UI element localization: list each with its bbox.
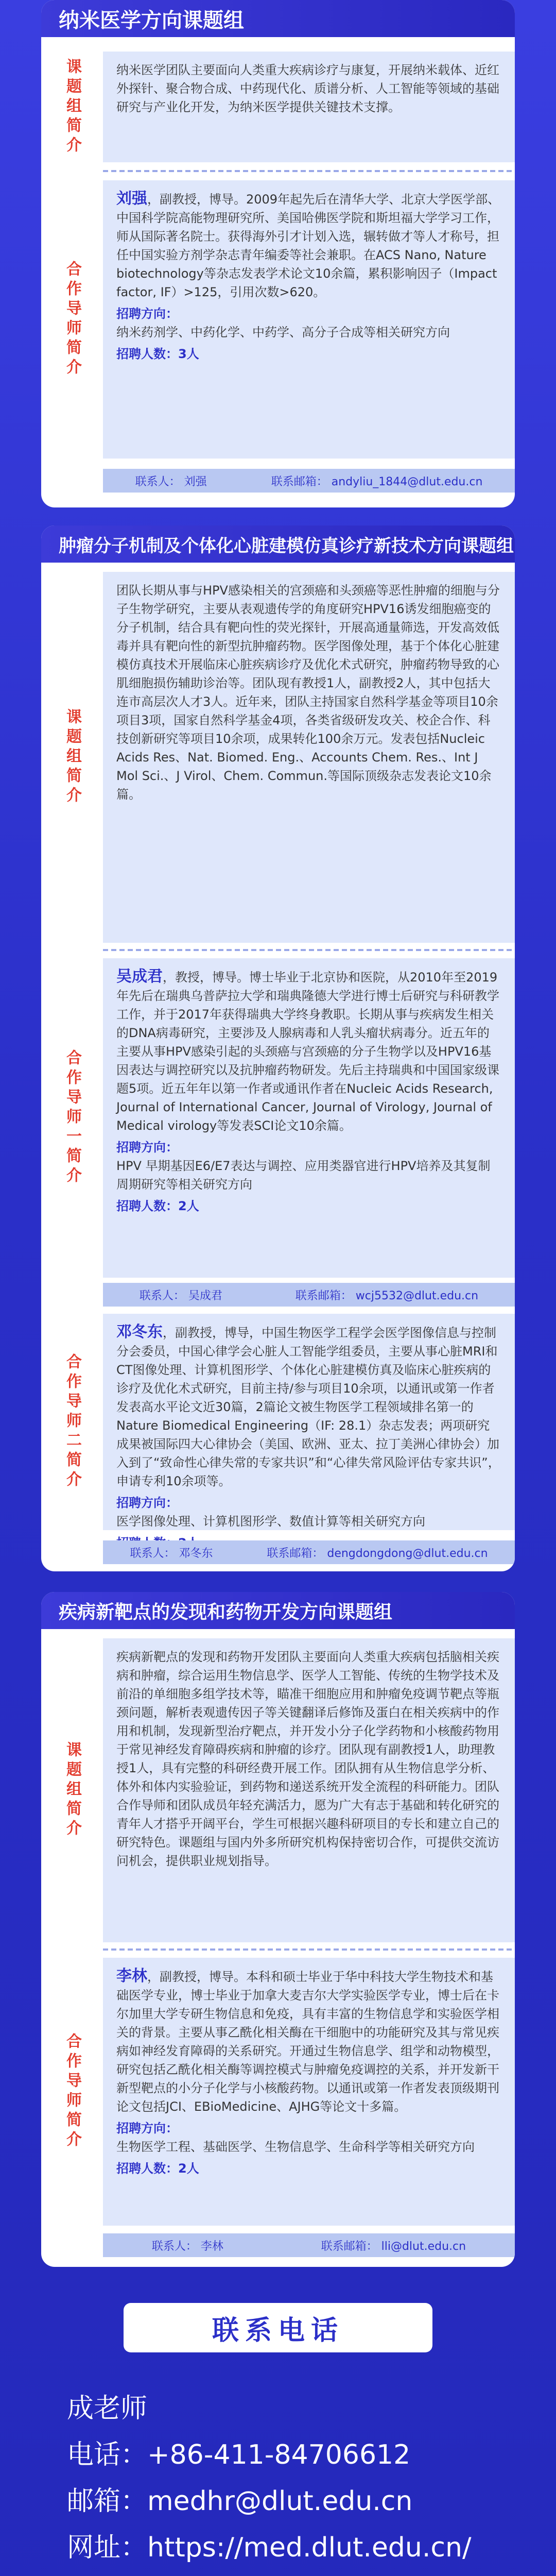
mentor2-recruit: 医学图像处理、计算机图形学、数值计算等相关研究方向 — [116, 1514, 425, 1529]
group-intro: 纳米医学团队主要面向人类重大疾病诊疗与康复，开展纳米载体、近红外探针、聚合物合成、中药现代化、质谱分析、人工智能等领域的基础研究与产业化开发，为纳米医学提供关键技术支撑。 — [103, 52, 515, 162]
recruit-count: 招聘人数：3人 — [116, 347, 199, 361]
mentor2-contact-person: 联系人： 邓冬东 — [130, 1547, 213, 1560]
contact-block — [67, 2385, 471, 2571]
mentor2-name: 邓冬东 — [116, 1323, 163, 1341]
recruit-label: 招聘方向： — [116, 2121, 178, 2136]
card-nano-medicine — [41, 0, 515, 507]
group-intro-row — [41, 572, 515, 943]
intro-label: 课题组简介 — [63, 1741, 81, 1839]
contact-name: 成老师 — [67, 2393, 148, 2424]
mentor-bio: ，副教授，博导。2009年起先后在清华大学、北京大学医学部、中国科学院高能物理研究所、美国哈佛医学院和斯坦福大学学习工作，师从国际著名院士。获得海外引才计划入选，辗转做才等人才称号，担任中国实验方剂学杂志青年编委等社会兼职。在ACS Nano, Nature biotechnology等杂志发表学术论文10余篇，累积影响因子（Impact factor, IF）>125，引用次数>620。 — [116, 192, 500, 299]
contact-email[interactable]: 联系邮箱： andyliu_1844@dlut.edu.cn — [271, 475, 483, 488]
contact-email[interactable]: 联系邮箱： lli@dlut.edu.cn — [321, 2240, 466, 2253]
group-intro-row — [41, 52, 515, 162]
mentor-row — [41, 1958, 515, 2226]
mentor-label: 合作导师简介 — [63, 261, 81, 378]
contact-email[interactable]: 邮箱：medhr@dlut.edu.cn — [67, 2486, 413, 2517]
contact-person: 联系人： 李林 — [151, 2240, 223, 2253]
divider — [103, 949, 515, 951]
mentor2-label: 合作导师二简介 — [63, 1353, 81, 1490]
intro-label: 课题组简介 — [63, 58, 81, 156]
mentor-name: 李林 — [116, 1967, 147, 1985]
mentor1-name: 吴成君 — [116, 968, 163, 986]
mentor2-contact-email[interactable]: 联系邮箱： dengdongdong@dlut.edu.cn — [267, 1547, 488, 1560]
group-intro: 团队长期从事与HPV感染相关的宫颈癌和头颈癌等恶性肿瘤的细胞与分子生物学研究，主要从表观遗传学的角度研究HPV16诱发细胞癌变的分子机制，结合具有靶向性的荧光探针，开展高通量筛选，开发高效低毒并具有靶向性的新型抗肿瘤药物。医学图像处理，基于个体化心脏建模仿真技术开展临床心脏疾病诊疗及优化术式研究，肿瘤药物导致的心肌细胞损伤辅助诊治等。团队现有教授1人，副教授2人，其中包括大连市高层次人才3人。近年来，团队主持国家自然科学基金等项目10余项目3项，国家自然科学基金4项，各类省级研发攻关、校企合作、科技创新研究等项目10余项，成果转化100余万元。发表包括Nucleic Acids Res、Nat. Biomed. Eng.、Accounts Chem. Res.、Int J Mol Sci.、J Virol、Chem. Commun.等国际顶级杂志发表论文10余篇。 — [103, 572, 515, 943]
recruit-direction: 生物医学工程、基础医学、生物信息学、生命科学等相关研究方向 — [116, 2140, 475, 2154]
mentor1-contact-bar — [103, 1283, 515, 1307]
mentor1-info — [103, 958, 515, 1278]
divider — [103, 1948, 515, 1951]
recruit-label: 招聘方向： — [116, 307, 178, 321]
contact-bar — [103, 469, 515, 493]
group-intro: 疾病新靶点的发现和药物开发团队主要面向人类重大疾病包括脑相关疾病和肿瘤，综合运用生物信息学、医学人工智能、传统的生物学技术及前沿的单细胞多组学技术等，瞄准干细胞应用和肿瘤免疫调节靶点等瓶颈问题，解析表观遗传因子等关键翻译后修饰及蛋白在相关疾病中的作用和机制，发现新型治疗靶点，并开发小分子化学药物和小核酸药物用于常见神经发育障碍疾病和肿瘤的诊疗。团队现有副教授1人，助理教授1人，具有完整的科研经费开展工作。团队拥有从生物信息学分析、体外和体内实验验证，到药物和递送系统开发全流程的科研能力。团队合作导师和团队成员年轻充满活力，愿为广大有志于基础和转化研究的青年人才搭乎开阔平台，学生可根据兴趣科研项目的专长和建立自己的研究特色。课题组与国内外多所研究机构保持密切合作，可提供交流访问机会，提供职业规划指导。 — [103, 1638, 515, 1942]
card-title: 纳米医学方向课题组 — [41, 0, 515, 37]
card-tumor — [41, 526, 515, 1571]
contact-person: 联系人： 刘强 — [135, 475, 207, 488]
card-title: 肿瘤分子机制及个体化心脏建模仿真诊疗新技术方向课题组 — [41, 526, 515, 563]
card-title: 疾病新靶点的发现和药物开发方向课题组 — [41, 1592, 515, 1629]
mentor2-recruit-label: 招聘方向： — [116, 1496, 178, 1510]
contact-bar — [103, 2233, 515, 2257]
recruit-count: 招聘人数：2人 — [116, 2161, 199, 2176]
group-intro-row — [41, 1638, 515, 1942]
mentor-info — [103, 180, 515, 459]
card-drug-targets — [41, 1592, 515, 2267]
mentor1-label: 合作导师一简介 — [63, 1049, 81, 1187]
mentor1-row — [41, 958, 515, 1278]
divider — [103, 170, 515, 172]
mentor2-contact-bar — [103, 1540, 515, 1564]
mentor-label: 合作导师简介 — [63, 2033, 81, 2150]
mentor1-bio: ，教授，博导。博士毕业于北京协和医院，从2010年至2019年先后在瑞典乌普萨拉大学和瑞典隆德大学进行博士后研究与科研教学工作，并于2017年获得瑞典大学终身教职。长期从事与疾病发生相关的DNA病毒研究，主要涉及人腺病毒和人乳头瘤状病毒分。近五年的主要从事HPV感染引起的头颈癌与宫颈癌的分子生物学以及HPV16基因表达与调控研究以及抗肿瘤药物研发。先后主持瑞典和中国国家级课题5项。近五年年以第一作者或通讯作者在Nucleic Acids Research, Journal of International Cancer, Journal of Virology, Journal of Medical virology等发表SCI论文10余篇。 — [116, 970, 499, 1133]
mentor1-contact-person: 联系人： 吴成君 — [139, 1289, 222, 1302]
contact-title: 联系电话 — [124, 2303, 432, 2352]
mentor2-row — [41, 1314, 515, 1530]
mentor1-contact-email[interactable]: 联系邮箱： wcj5532@dlut.edu.cn — [295, 1289, 479, 1302]
mentor1-recruit-label: 招聘方向： — [116, 1140, 178, 1155]
mentor-info — [103, 1958, 515, 2226]
mentor-name: 刘强 — [116, 190, 147, 208]
intro-label: 课题组简介 — [63, 708, 81, 806]
mentor1-recruit: HPV 早期基因E6/E7表达与调控、应用类器官进行HPV培养及其复制周期研究等相关研究方向 — [116, 1159, 491, 1192]
mentor-bio: ，副教授，博导。本科和硕士毕业于华中科技大学生物技术和基础医学专业，博士毕业于加拿大麦吉尔大学实验医学专业，博士后在卡尔加里大学专研生物信息和免疫，具有丰富的生物信息学和实验医学相关的背景。主要从事乙酰化相关酶在干细胞中的功能研究及其与常见疾病如神经发育障碍的关系研究。开通过生物信息学、组学和动物模型，研究包括乙酰化相关酶等调控模式与肿瘤免疫调控的关系，并开发新干新型靶点的小分子化学与小核酸药物。以通讯或第一作者发表顶级期刊论文包括JCI、EBioMedicine、AJHG等论文十多篇。 — [116, 1970, 499, 2114]
mentor1-count: 招聘人数：2人 — [116, 1199, 199, 1213]
contact-phone[interactable]: 电话：+86-411-84706612 — [67, 2439, 411, 2470]
recruit-direction: 纳米药剂学、中药化学、中药学、高分子合成等相关研究方向 — [116, 325, 450, 340]
contact-website[interactable]: 网址：https://med.dlut.edu.cn/ — [67, 2532, 472, 2563]
mentor-row — [41, 180, 515, 459]
mentor2-info — [103, 1314, 515, 1530]
mentor2-bio: ，副教授，博导，中国生物医学工程学会医学图像信息与控制分会委员，中国心律学会心脏人工智能学组委员，主要从事心脏MRI和CT图像处理、计算机图形学、个体化心脏建模仿真及临床心脏疾病的诊疗及优化术式研究，目前主持/参与项目10余项，以通讯或第一作者发表高水平论文近30篇，2篇论文被生物医学工程领域排名第一的Nature Biomedical Engineering（IF: 28.1）杂志发表；两项研究成果被国际四大心律协会（美国、欧洲、亚太、拉丁美洲心律协会）加入到了“致命性心律失常的专家共识”和“心律失常风险评估专家共识”，申请专利10余项等。 — [116, 1326, 500, 1488]
